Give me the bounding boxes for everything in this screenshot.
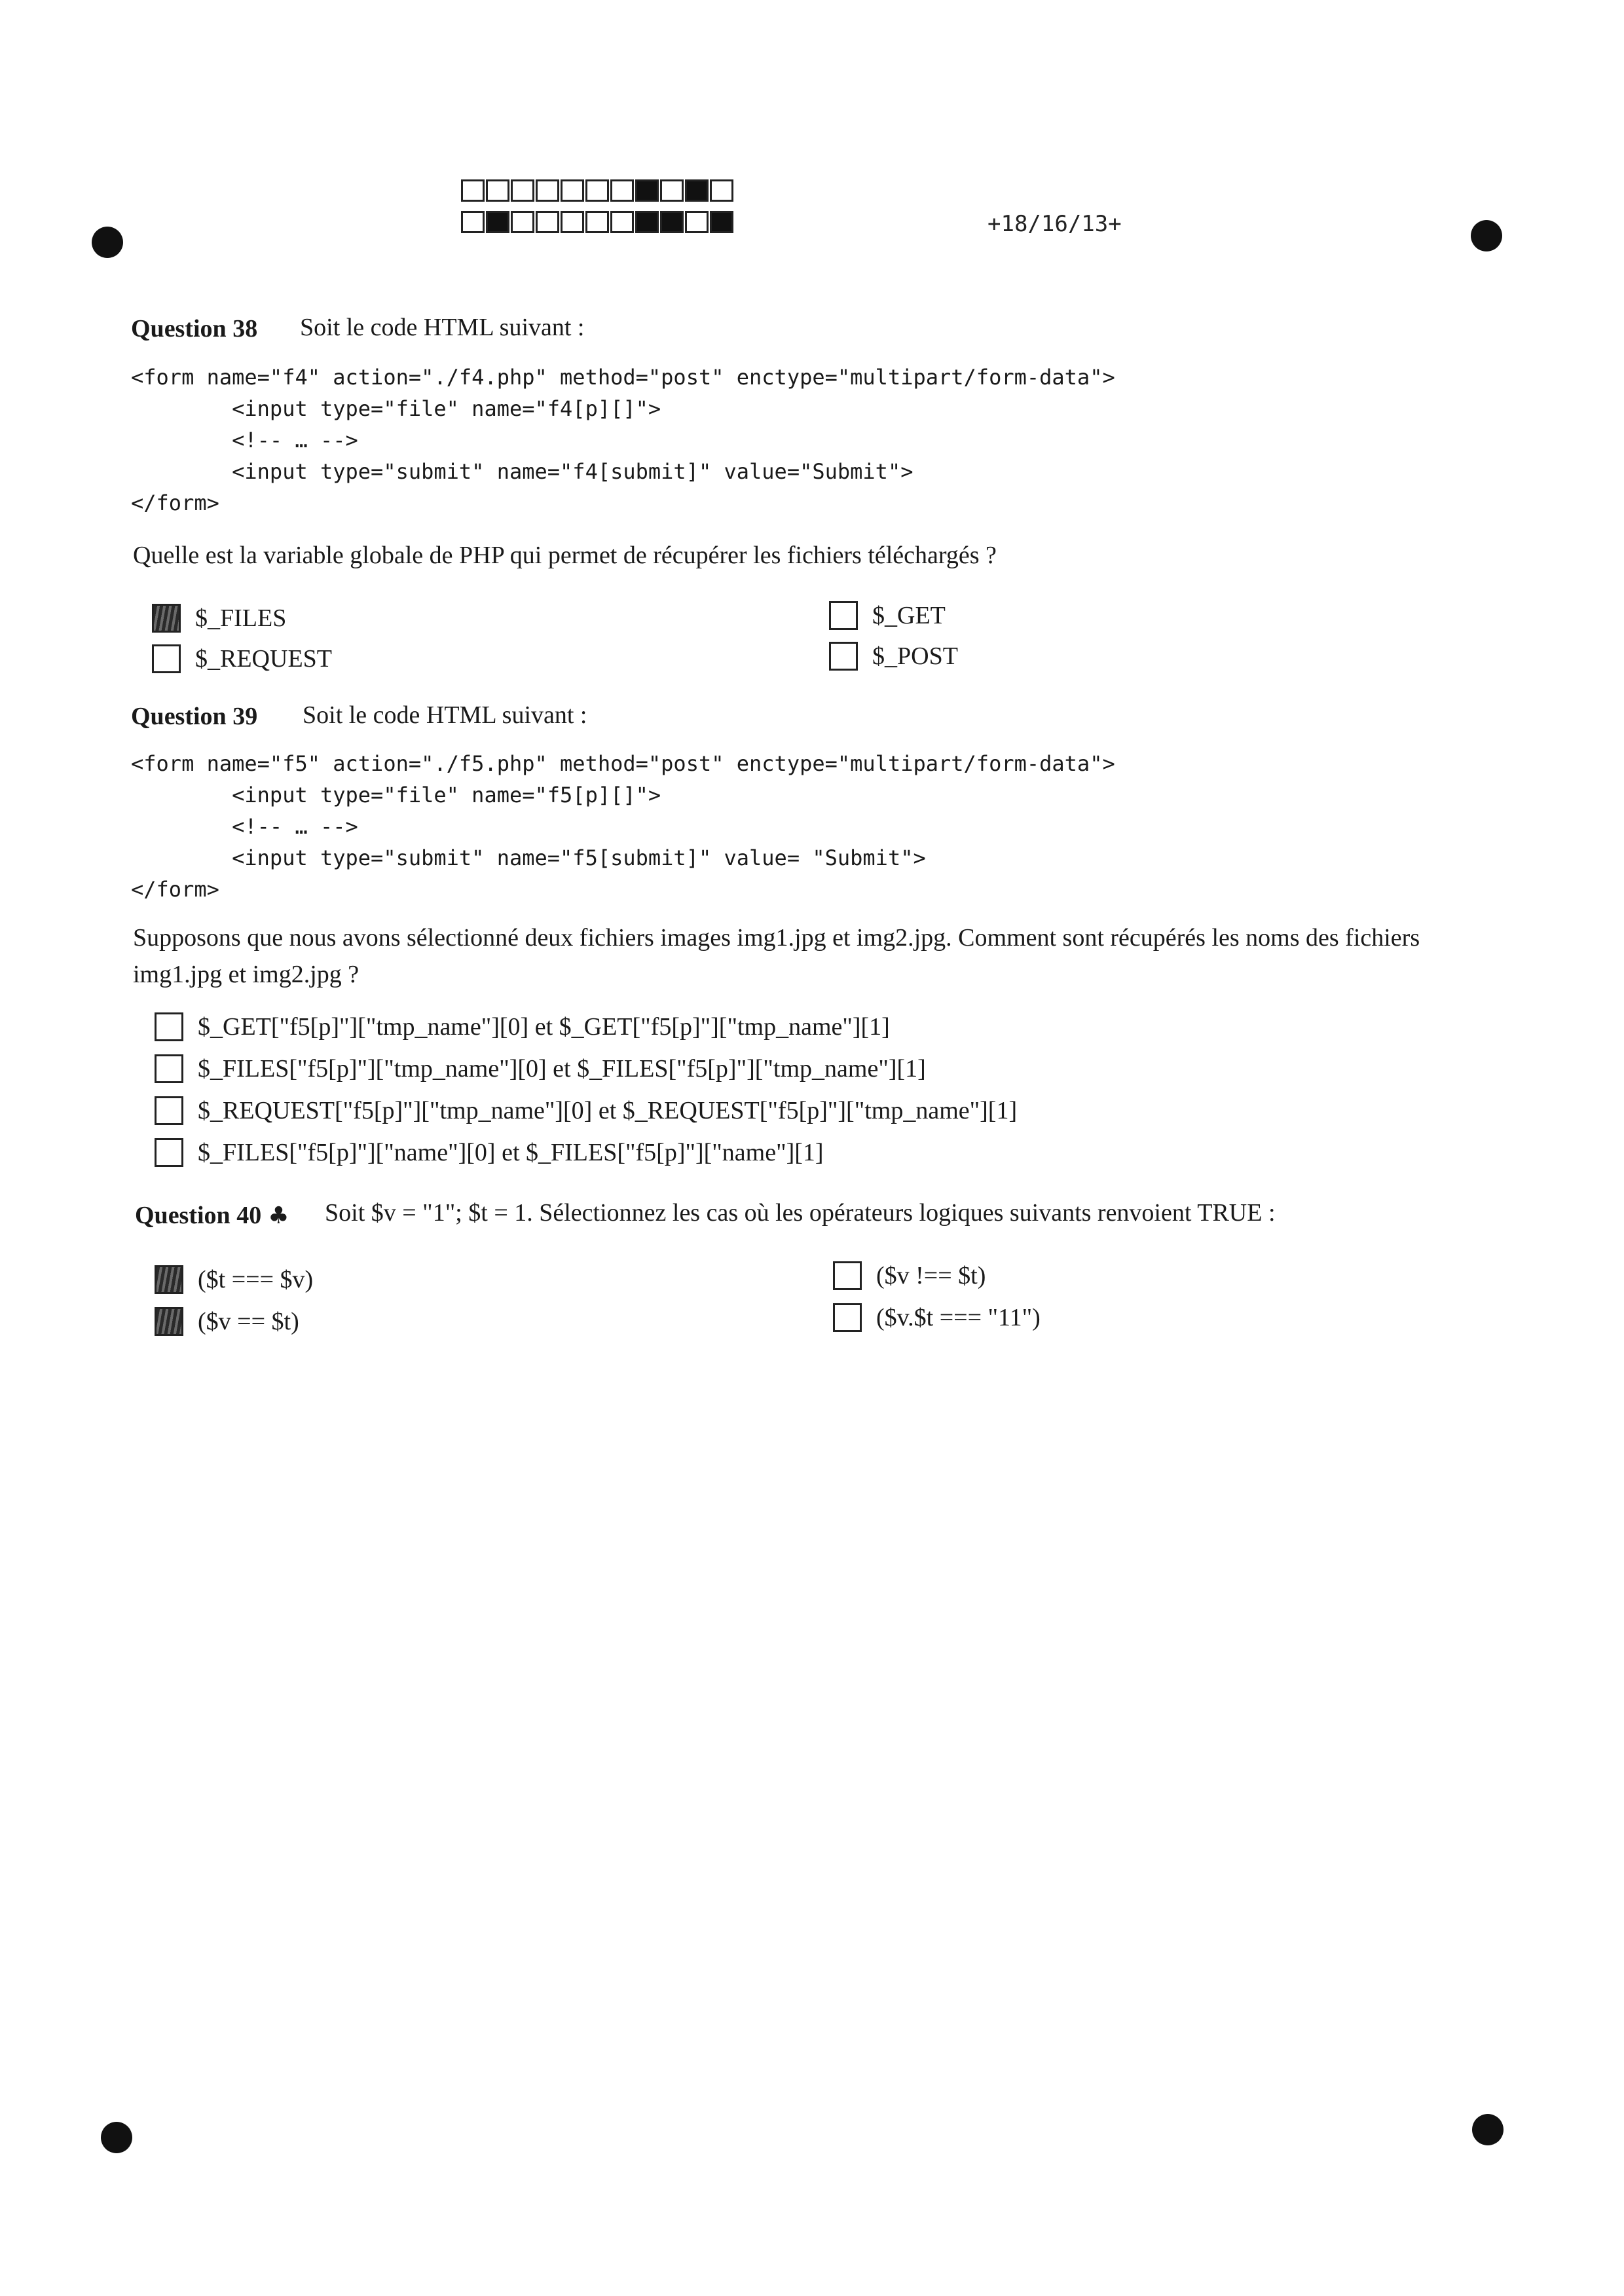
code-line: <input type="file" name="f4[p][]"> bbox=[131, 396, 661, 421]
grid-cell bbox=[561, 179, 584, 202]
choice-label: $_GET bbox=[872, 602, 946, 629]
checkbox[interactable] bbox=[833, 1261, 862, 1290]
choice-label: $_FILES["f5[p]"]["tmp_name"][0] et $_FILES["f5[p]"]["tmp_name"][1] bbox=[198, 1055, 926, 1083]
code-line: </form> bbox=[131, 877, 219, 902]
grid-cell bbox=[635, 211, 659, 233]
code-line: <input type="submit" name="f4[submit]" value="Submit"> bbox=[131, 459, 913, 484]
checkbox[interactable] bbox=[152, 604, 181, 633]
q38-choice-post[interactable] bbox=[829, 642, 958, 671]
choice-label: ($v == $t) bbox=[198, 1308, 299, 1335]
question-38-code bbox=[131, 361, 1115, 519]
corner-mark-bottom-right bbox=[1472, 2114, 1504, 2145]
choice-label: $_POST bbox=[872, 642, 958, 670]
grid-cell bbox=[461, 179, 485, 202]
question-39-label: Question 39 bbox=[131, 703, 258, 730]
question-39-code bbox=[131, 748, 1115, 905]
grid-cell bbox=[536, 179, 559, 202]
grid-cell bbox=[660, 211, 684, 233]
code-line: <!-- … --> bbox=[131, 428, 358, 453]
q39-choice-2[interactable] bbox=[155, 1054, 926, 1083]
code-line: <input type="file" name="f5[p][]"> bbox=[131, 783, 661, 807]
q40-choice-2[interactable] bbox=[155, 1307, 299, 1336]
q38-choice-get[interactable] bbox=[829, 601, 946, 630]
grid-cell bbox=[610, 179, 634, 202]
code-line: <input type="submit" name="f5[submit]" value= "Submit"> bbox=[131, 845, 926, 870]
question-40-label bbox=[135, 1201, 289, 1230]
question-38-label: Question 38 bbox=[131, 315, 258, 343]
q40-choice-4[interactable] bbox=[833, 1303, 1041, 1332]
grid-cell bbox=[660, 179, 684, 202]
q39-choice-4[interactable] bbox=[155, 1138, 824, 1167]
grid-cell bbox=[536, 211, 559, 233]
checkbox[interactable] bbox=[152, 644, 181, 673]
grid-cell bbox=[585, 211, 609, 233]
q39-choice-1[interactable] bbox=[155, 1012, 890, 1041]
q38-choice-files[interactable] bbox=[152, 604, 286, 633]
checkbox[interactable] bbox=[155, 1012, 183, 1041]
choice-label: $_REQUEST bbox=[195, 645, 332, 673]
corner-mark-bottom-left bbox=[101, 2122, 132, 2153]
code-line: <form name="f4" action="./f4.php" method="post" enctype="multipart/form-data"> bbox=[131, 365, 1115, 390]
grid-cell bbox=[486, 179, 509, 202]
choice-label: $_REQUEST["f5[p]"]["tmp_name"][0] et $_REQUEST["f5[p]"]["tmp_name"][1] bbox=[198, 1097, 1018, 1124]
question-39-text: Supposons que nous avons sélectionné deux fichiers images img1.jpg et img2.jpg. Comment sont récupérés les noms des fichiers img1.jpg et img2.jpg ? bbox=[133, 924, 1420, 988]
grid-cell bbox=[461, 211, 485, 233]
checkbox[interactable] bbox=[829, 642, 858, 671]
grid-cell bbox=[511, 211, 534, 233]
grid-cell bbox=[710, 179, 733, 202]
checkbox[interactable] bbox=[155, 1096, 183, 1125]
choice-label: $_GET["f5[p]"]["tmp_name"][0] et $_GET["f5[p]"]["tmp_name"][1] bbox=[198, 1013, 890, 1041]
grid-cell bbox=[685, 179, 709, 202]
code-line: <!-- … --> bbox=[131, 814, 358, 839]
grid-cell bbox=[561, 211, 584, 233]
id-code-grid-row-2 bbox=[461, 211, 735, 233]
page-id: +18/16/13+ bbox=[987, 211, 1122, 237]
question-39-intro: Soit le code HTML suivant : bbox=[303, 701, 587, 729]
question-40-intro: Soit $v = "1"; $t = 1. Sélectionnez les cas où les opérateurs logiques suivants renvoient TRUE : bbox=[325, 1199, 1276, 1227]
choice-label: ($v.$t === "11") bbox=[876, 1304, 1041, 1331]
checkbox[interactable] bbox=[155, 1138, 183, 1167]
checkbox[interactable] bbox=[833, 1303, 862, 1332]
q38-choice-request[interactable] bbox=[152, 644, 332, 673]
q39-choice-3[interactable] bbox=[155, 1096, 1017, 1125]
question-38-intro: Soit le code HTML suivant : bbox=[300, 314, 585, 341]
checkbox[interactable] bbox=[155, 1054, 183, 1083]
q40-choice-1[interactable] bbox=[155, 1265, 313, 1294]
checkbox[interactable] bbox=[155, 1307, 183, 1336]
code-line: </form> bbox=[131, 491, 219, 515]
choice-label: ($v !== $t) bbox=[876, 1262, 986, 1289]
club-icon: ♣ bbox=[268, 1202, 289, 1229]
grid-cell bbox=[635, 179, 659, 202]
grid-cell bbox=[486, 211, 509, 233]
corner-mark-top-right bbox=[1471, 220, 1502, 251]
code-line: <form name="f5" action="./f5.php" method="post" enctype="multipart/form-data"> bbox=[131, 751, 1115, 776]
q40-choice-3[interactable] bbox=[833, 1261, 986, 1290]
grid-cell bbox=[710, 211, 733, 233]
choice-label: ($t === $v) bbox=[198, 1266, 314, 1293]
choice-label: $_FILES bbox=[195, 604, 287, 632]
grid-cell bbox=[610, 211, 634, 233]
grid-cell bbox=[585, 179, 609, 202]
grid-cell bbox=[685, 211, 709, 233]
checkbox[interactable] bbox=[155, 1265, 183, 1294]
question-38-text: Quelle est la variable globale de PHP qui permet de récupérer les fichiers téléchargés ? bbox=[133, 542, 997, 569]
corner-mark-top-left bbox=[92, 227, 123, 258]
choice-label: $_FILES["f5[p]"]["name"][0] et $_FILES["f5[p]"]["name"][1] bbox=[198, 1139, 824, 1166]
grid-cell bbox=[511, 179, 534, 202]
checkbox[interactable] bbox=[829, 601, 858, 630]
question-40-number: Question 40 bbox=[135, 1202, 262, 1229]
id-code-grid-row-1 bbox=[461, 179, 735, 202]
